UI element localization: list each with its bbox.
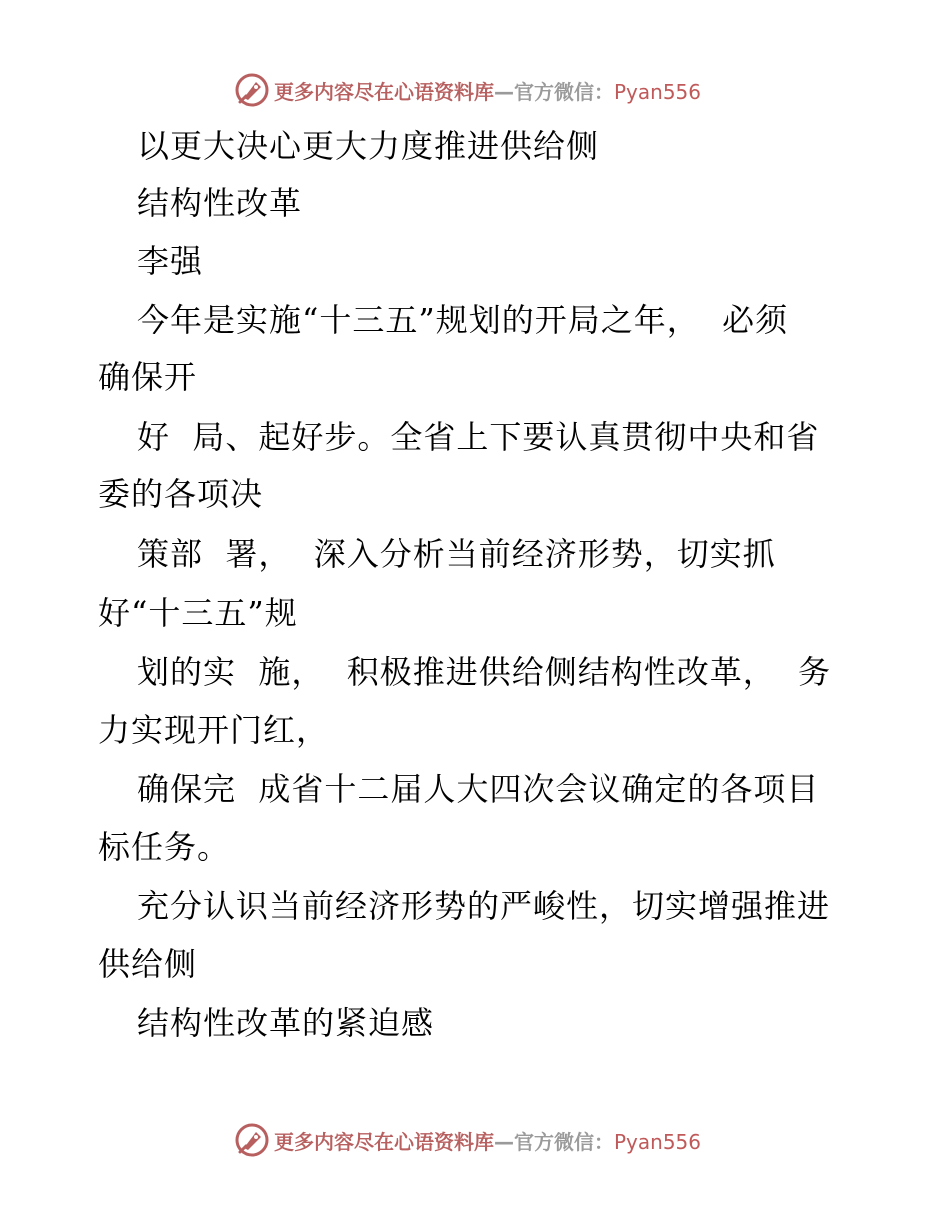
doc-section-heading: 充分认识当前经济形势的严峻性，切实增强推进	[137, 887, 831, 925]
doc-paragraph-line: 今年是实施“十三五”规划的开局之年， 必须	[137, 301, 789, 339]
doc-section-heading: 供给侧	[98, 945, 198, 983]
doc-paragraph-line: 确保完 成省十二届人大四次会议确定的各项目	[137, 770, 820, 808]
doc-paragraph-line: 划的实 施， 积极推进供给侧结构性改革， 务	[137, 653, 832, 691]
banner-label	[274, 76, 701, 105]
banner-wechat-id: Pyan556	[614, 1129, 702, 1154]
banner-slogan: 更多内容尽在心语资料库	[274, 1129, 494, 1154]
banner-wechat-id: Pyan556	[614, 79, 702, 104]
doc-paragraph-line: 标任务。	[98, 828, 231, 866]
doc-paragraph-line: 好“十三五”规	[98, 594, 298, 632]
pen-nib-logo-icon	[234, 1122, 270, 1158]
header-banner	[234, 72, 701, 108]
doc-title-line-1: 以更大决心更大力度推进供给侧	[137, 127, 600, 165]
doc-author: 李强	[137, 242, 204, 280]
banner-wechat-label: 官方微信：	[514, 1129, 614, 1154]
doc-title-line-2: 结构性改革	[137, 184, 303, 222]
doc-paragraph-line: 委的各项决	[98, 475, 264, 513]
doc-paragraph-line: 策部 署， 深入分析当前经济形势，切实抓	[137, 535, 776, 573]
banner-separator: —	[494, 1129, 514, 1154]
banner-wechat-label: 官方微信：	[514, 79, 614, 104]
banner-slogan: 更多内容尽在心语资料库	[274, 79, 494, 104]
pen-nib-logo-icon	[234, 72, 270, 108]
doc-paragraph-line: 好 局、起好步。全省上下要认真贯彻中央和省	[137, 418, 820, 456]
doc-section-heading: 结构性改革的紧迫感	[137, 1004, 435, 1042]
doc-paragraph-line: 确保开	[98, 358, 198, 396]
footer-banner	[234, 1122, 701, 1158]
banner-label	[274, 1126, 701, 1155]
banner-separator: —	[494, 79, 514, 104]
doc-paragraph-line: 力实现开门红，	[98, 711, 330, 749]
